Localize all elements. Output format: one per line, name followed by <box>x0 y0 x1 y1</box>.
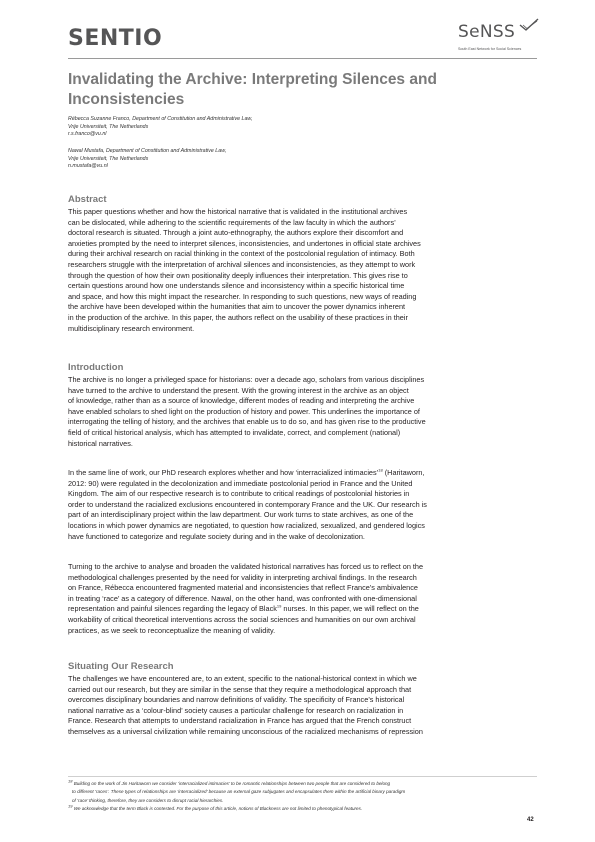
text-line: locations in which power dynamics are negotiated, to question how racialized, sexualized, and gendered logics <box>68 520 425 530</box>
article-title <box>68 70 488 110</box>
footnote-line: of ‘race’ thinking, therefore, they are considers to disrupt racial hierarchies. <box>72 797 224 803</box>
text-segment: representation and painful silences regarding the legacy of Black <box>68 604 277 614</box>
logo-check-icon <box>518 18 540 32</box>
text-line: have turned to the archive to understand the present. With the growing interest in the archive as an object <box>68 385 409 395</box>
text-line: doctoral research is situated. Through a joint auto-ethnography, the authors explore their discomfort and <box>68 228 404 238</box>
author-name-dept: Nawal Mustafa, Department of Constitution and Administrative Law, <box>68 148 227 154</box>
text-line: order to understand the racialized exclusions encountered in contemporary France and the UK. Our research is <box>68 499 427 509</box>
intro-paragraph-1 <box>68 375 537 449</box>
text-line: 2012: 90) were regulated in the decolonization and immediate postcolonial period in France and the United <box>68 478 413 488</box>
author-email[interactable]: n.mustafa@vu.nl <box>68 163 108 169</box>
text-line: overcomes disciplinary boundaries and narrow definitions of validity. The specificity of France’s historical <box>68 695 405 705</box>
text-line: in treating ‘race’ as a category of difference. Nawal, on the other hand, was confronted with one-dimensional <box>68 593 417 603</box>
text-line: can be dislocated, while adhering to the scientific requirements of the law faculty in which the authors’ <box>68 217 396 227</box>
text-line: the archive have been developed within the humanities that aim to uncover the power dynamics inherent <box>68 302 406 312</box>
introduction-heading: Introduction <box>68 362 124 373</box>
author-name-dept: Rébecca Suzanne Franco, Department of Constitution and Administrative Law, <box>68 116 253 122</box>
text-line: Turning to the archive to analyse and broaden the validated historical narratives has forced us to reflect on the <box>68 562 424 571</box>
logo-text: SeNSS <box>458 22 516 42</box>
footnote-ref-19[interactable]: 19 <box>276 603 282 609</box>
title-line: Inconsistencies <box>68 91 185 108</box>
page-number: 42 <box>527 817 534 823</box>
text-line: This paper questions whether and how the historical narrative that is validated in the institutional archives <box>68 207 408 216</box>
logo-subtitle: South East Network for Social Sciences <box>458 47 522 51</box>
author-university: Vrije Universiteit, The Netherlands <box>68 123 149 130</box>
footnote-line <box>68 780 543 788</box>
text-segment: (Haritaworn, <box>382 468 425 477</box>
text-line: multidisciplinary research environment. <box>68 323 195 333</box>
footnote-number: 18 <box>68 778 73 784</box>
author-email[interactable]: r.s.franco@vu.nl <box>68 131 107 137</box>
situating-paragraph <box>68 674 537 738</box>
header-divider <box>68 58 537 59</box>
author-block <box>68 116 528 180</box>
text-line: during their archival research on racial thinking in the context of the postcolonial regulation of intimacy. Both <box>68 249 415 259</box>
footnote-ref-18[interactable]: 18 <box>378 467 383 473</box>
text-line: practices, as we seek to reconceptualize the meaning of validity. <box>68 625 276 635</box>
senss-logo <box>458 22 538 58</box>
text-line: on France, Rébecca encountered fragmented material and inconsistencies that reflect France’s ambivalence <box>68 583 418 593</box>
text-line: workability of critical theoretical interventions across the social sciences and humanities on our own archival <box>68 614 416 624</box>
footnote-19 <box>68 805 543 813</box>
author-university: Vrije Universiteit, The Netherlands <box>68 155 149 162</box>
footnote-text: We acknowledge that the term Black is contested. For the purpose of this article, notions of Blackness are not limited to phenotypical features. <box>73 806 363 812</box>
text-line: researchers struggle with the interpretation of archival silences and inconsistencies, as they attempt to work <box>68 259 416 269</box>
text-line: Kingdom. The aim of our respective research is to contribute to critical readings of postcolonial histories in <box>68 489 410 499</box>
text-line: and space, and how this might impact the researcher. In responding to such questions, new ways of reading <box>68 291 417 301</box>
footnote-line: to different ‘races’. These types of relationships are ‘interracialized’ because an external gaze subjugates and encapsulates them within the artificial binary paradigm <box>72 789 406 795</box>
intro-paragraph-3 <box>68 562 537 636</box>
text-line: have functioned to categorize and regulate society during and in the wake of decolonization. <box>68 531 365 541</box>
abstract-paragraph <box>68 207 537 334</box>
text-line: themselves as a universal civilization while remaining unconscious of the racialized mechanisms of repression <box>68 726 423 736</box>
text-line: part of an interdisciplinary project within the law department. Our work turns to state archives, as one of the <box>68 510 414 520</box>
text-line <box>68 468 537 479</box>
text-line: through the question of how their own positionality deeply influences their interpretation. This gives rise to <box>68 270 408 280</box>
abstract-heading: Abstract <box>68 194 107 205</box>
text-line: anxieties prompted by the need to interpret silences, inconsistencies, and undertones in official state archives <box>68 238 421 248</box>
text-line: in the production of the archive. In this paper, the authors reflect on the usability of these practices in their <box>68 312 408 322</box>
text-line: methodological challenges presented by the need for validity in interpreting archival findings. In the research <box>68 572 417 582</box>
intro-paragraph-2 <box>68 468 537 542</box>
text-line: national narrative as a ‘colour-blind’ society causes a particular challenge for research on racialization in <box>68 705 404 715</box>
text-segment: nurses. In this paper, we will reflect on the <box>281 604 419 614</box>
author-affiliation <box>68 148 528 171</box>
text-line: France. Research that attempts to understand racialization in France has argued that the French construct <box>68 716 412 726</box>
text-line: historical narratives. <box>68 438 133 448</box>
text-line <box>68 604 537 615</box>
text-line: of knowledge, rather than as a source of knowledge, different modes of reading and interpreting the archive <box>68 396 415 406</box>
text-line: certain questions around how one understands silence and inconsistency within a specific historical time <box>68 281 405 291</box>
title-line: Invalidating the Archive: Interpreting Silences and <box>68 71 437 88</box>
footnote-text: Building on the work of Jin Haritaworn we consider ‘interracialized intimacies’ to be romantic relationships between two people that are considered to belong <box>73 781 391 786</box>
footnote-line <box>68 805 543 813</box>
author-affiliation <box>68 116 528 139</box>
situating-heading: Situating Our Research <box>68 661 174 672</box>
text-line: The challenges we have encountered are, to an extent, specific to the national-historical context in which we <box>68 674 417 683</box>
footnotes <box>68 780 543 814</box>
text-line: carried out our research, but they are similar in the sense that they require a methodological approach that <box>68 684 412 694</box>
text-segment: In the same line of work, our PhD research explores whether and how ‘interracialized intimacies’ <box>68 468 379 477</box>
footnote-divider <box>68 776 537 777</box>
text-line: field of critical historical analysis, which has attempted to invalidate, correct, and complement (national) <box>68 427 401 437</box>
text-line: The archive is no longer a privileged space for historians: over a decade ago, scholars from various disciplines <box>68 375 425 384</box>
footnote-18 <box>68 780 543 805</box>
text-line: interrogating the telling of history, and the archives that enable us to do so, and has given rise to the productive <box>68 417 426 427</box>
text-line: have enabled scholars to shed light on the production of history and power. This underlines the importance of <box>68 406 420 416</box>
footnote-number: 19 <box>68 803 73 809</box>
journal-title: SENTIO <box>68 26 163 51</box>
